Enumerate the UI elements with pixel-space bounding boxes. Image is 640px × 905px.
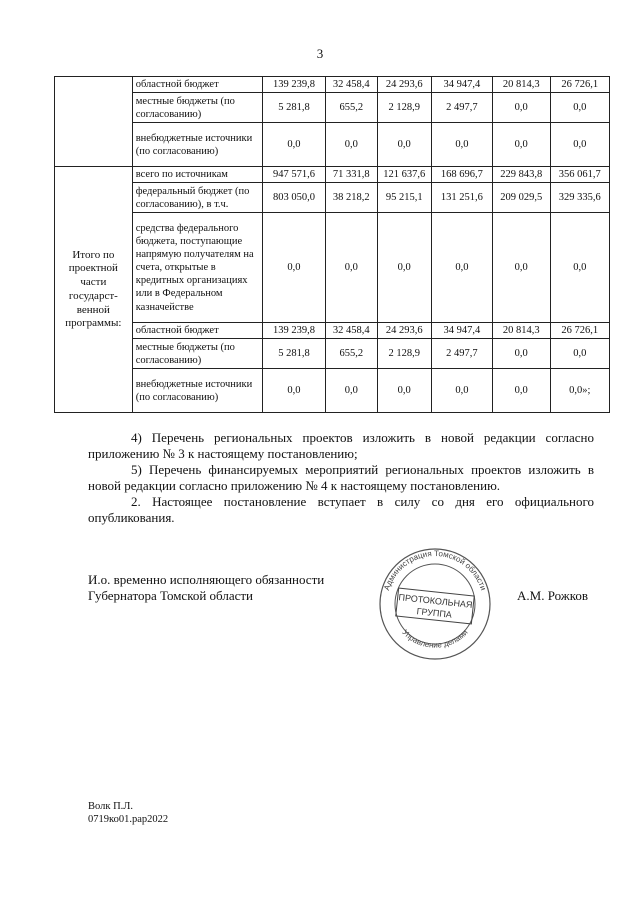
value-cell: 0,0 (431, 369, 492, 413)
footer-info (88, 800, 168, 826)
value-cell: 229 843,8 (492, 167, 550, 183)
value-cell: 34 947,4 (431, 323, 492, 339)
value-cell: 0,0»; (550, 369, 609, 413)
value-cell: 0,0 (325, 213, 377, 323)
table-row (55, 77, 610, 93)
value-cell: 24 293,6 (377, 77, 431, 93)
value-cell: 209 029,5 (492, 183, 550, 213)
protocol-group-stamp (370, 540, 500, 660)
value-cell: 5 281,8 (263, 339, 326, 369)
source-cell: всего по источникам (132, 167, 262, 183)
value-cell: 0,0 (431, 123, 492, 167)
value-cell: 2 497,7 (431, 339, 492, 369)
page-number: 3 (316, 46, 324, 61)
value-cell: 0,0 (377, 123, 431, 167)
value-cell: 0,0 (492, 369, 550, 413)
stamp-center-line-2: ГРУППА (416, 606, 453, 620)
table-row (55, 183, 610, 213)
signatory-position (88, 572, 324, 604)
value-cell: 0,0 (550, 213, 609, 323)
value-cell: 0,0 (492, 213, 550, 323)
value-cell: 356 061,7 (550, 167, 609, 183)
group-label-cell: Итого по проектной части государст-венной программы: (55, 167, 133, 413)
svg-text:Управление делами (400, 628, 469, 650)
source-cell: внебюджетные источники (по согласованию) (132, 123, 262, 167)
value-cell: 0,0 (492, 93, 550, 123)
value-cell: 0,0 (492, 339, 550, 369)
value-cell: 5 281,8 (263, 93, 326, 123)
footer-author: Волк П.Л. (88, 801, 134, 812)
source-cell: федеральный бюджет (по согласованию), в т.ч. (132, 183, 262, 213)
value-cell: 139 239,8 (263, 323, 326, 339)
value-cell: 34 947,4 (431, 77, 492, 93)
position-line-2: Губернатора Томской области (88, 588, 254, 603)
value-cell: 0,0 (263, 123, 326, 167)
table-row (55, 369, 610, 413)
svg-text:Администрация Томской области (382, 549, 488, 592)
source-cell: внебюджетные источники (по согласованию) (132, 369, 262, 413)
source-cell: областной бюджет (132, 323, 262, 339)
value-cell: 38 218,2 (325, 183, 377, 213)
value-cell: 24 293,6 (377, 323, 431, 339)
value-cell: 0,0 (550, 93, 609, 123)
value-cell: 32 458,4 (325, 77, 377, 93)
paragraph-item-4: 4) Перечень региональных проектов изложить в новой редакции согласно приложению № 3 к настоящему постановлению; (88, 430, 594, 461)
budget-table (54, 76, 610, 413)
source-cell: местные бюджеты (по согласованию) (132, 93, 262, 123)
stamp-ring-text: Администрация Томской области (382, 548, 488, 592)
table-row (55, 93, 610, 123)
value-cell: 0,0 (550, 123, 609, 167)
value-cell: 0,0 (431, 213, 492, 323)
value-cell: 0,0 (263, 369, 326, 413)
value-cell: 0,0 (550, 339, 609, 369)
signatory-name: А.М. Рожков (517, 588, 589, 603)
value-cell: 0,0 (492, 123, 550, 167)
source-cell: средства федерального бюджета, поступающие напрямую получателям на счета, открытые в кредитных организациях или в Федеральном казначействе (132, 213, 262, 323)
value-cell: 131 251,6 (431, 183, 492, 213)
table-row (55, 213, 610, 323)
value-cell: 139 239,8 (263, 77, 326, 93)
value-cell: 26 726,1 (550, 323, 609, 339)
value-cell: 32 458,4 (325, 323, 377, 339)
empty-group-cell (55, 77, 133, 167)
value-cell: 329 335,6 (550, 183, 609, 213)
value-cell: 655,2 (325, 339, 377, 369)
value-cell: 95 215,1 (377, 183, 431, 213)
value-cell: 20 814,3 (492, 323, 550, 339)
value-cell: 71 331,8 (325, 167, 377, 183)
value-cell: 655,2 (325, 93, 377, 123)
footer-code: 0719ко01.рар2022 (88, 814, 169, 825)
table-row (55, 323, 610, 339)
value-cell: 168 696,7 (431, 167, 492, 183)
stamp-center-line-1: ПРОТОКОЛЬНАЯ (398, 592, 473, 610)
value-cell: 0,0 (377, 369, 431, 413)
value-cell: 2 497,7 (431, 93, 492, 123)
value-cell: 803 050,0 (263, 183, 326, 213)
value-cell: 20 814,3 (492, 77, 550, 93)
value-cell: 0,0 (325, 123, 377, 167)
value-cell: 0,0 (263, 213, 326, 323)
value-cell: 0,0 (325, 369, 377, 413)
value-cell: 0,0 (377, 213, 431, 323)
value-cell: 2 128,9 (377, 93, 431, 123)
table-row (55, 123, 610, 167)
table-row (55, 339, 610, 369)
table-row (55, 167, 610, 183)
value-cell: 121 637,6 (377, 167, 431, 183)
paragraph-effective-date: 2. Настоящее постановление вступает в силу со дня его официального опубликования. (88, 494, 594, 525)
source-cell: областной бюджет (132, 77, 262, 93)
value-cell: 26 726,1 (550, 77, 609, 93)
value-cell: 947 571,6 (263, 167, 326, 183)
paragraph-item-5: 5) Перечень финансируемых мероприятий региональных проектов изложить в новой редакции согласно приложению № 4 к настоящему постановлению. (88, 462, 594, 493)
source-cell: местные бюджеты (по согласованию) (132, 339, 262, 369)
value-cell: 2 128,9 (377, 339, 431, 369)
position-line-1: И.о. временно исполняющего обязанности (88, 572, 325, 587)
stamp-bottom-text: Управление делами (400, 627, 470, 650)
